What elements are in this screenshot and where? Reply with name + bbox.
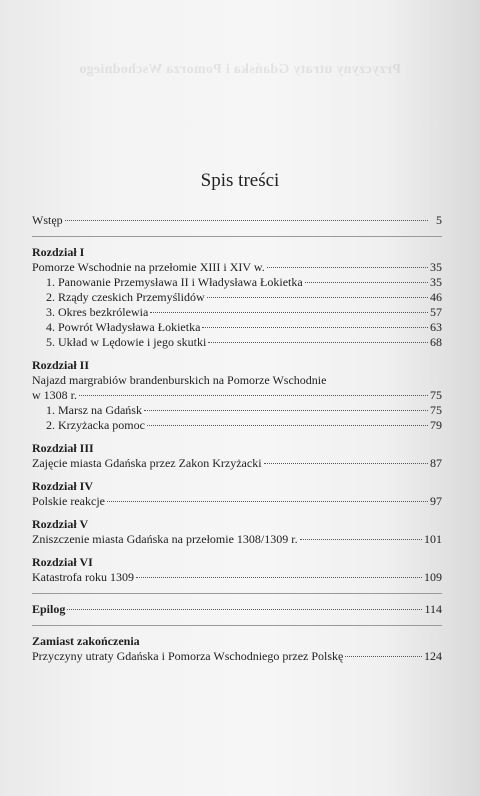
- toc-entry-page: 87: [430, 456, 442, 470]
- dot-leader: [305, 282, 428, 283]
- toc-entry-page: 109: [424, 570, 442, 584]
- dot-leader: [264, 463, 428, 464]
- toc-entry-label[interactable]: Najazd margrabiów brandenburskich na Pomorze Wschodnie: [32, 373, 327, 387]
- chapter-heading: Rozdział III: [32, 441, 94, 455]
- dot-leader: [267, 267, 428, 268]
- toc-entry-page: 75: [430, 388, 442, 402]
- toc-entry-page: 35: [430, 275, 442, 289]
- toc-entry-label: 3. Okres bezkrólewia: [46, 305, 149, 319]
- toc-chapter-4: [32, 479, 442, 509]
- toc-entry-label: 1. Marsz na Gdańsk: [46, 403, 142, 417]
- toc-entry-page: 79: [430, 418, 442, 432]
- toc-entry[interactable]: [32, 456, 442, 471]
- toc-entry-page: 35: [430, 260, 442, 274]
- toc-entry-label: Polskie reakcje: [32, 494, 105, 508]
- toc-chapter-6: [32, 555, 442, 585]
- toc-subentry[interactable]: [32, 275, 442, 290]
- chapter-heading: Rozdział V: [32, 517, 89, 531]
- toc-entry[interactable]: [32, 649, 442, 664]
- toc-subentry[interactable]: [32, 320, 442, 335]
- toc-entry-label: 2. Rządy czeskich Przemyślidów: [46, 290, 205, 304]
- chapter-heading: Rozdział I: [32, 245, 85, 259]
- dot-leader: [67, 609, 422, 610]
- toc-entry[interactable]: [32, 388, 442, 403]
- toc-entry-label: Zajęcie miasta Gdańska przez Zakon Krzyżacki: [32, 456, 262, 470]
- toc-subentry[interactable]: [32, 403, 442, 418]
- toc-entry[interactable]: [32, 532, 442, 547]
- table-of-contents: [32, 213, 442, 672]
- toc-entry-page: 63: [430, 320, 442, 334]
- toc-entry-label: 4. Powrót Władysława Łokietka: [46, 320, 201, 334]
- toc-entry-label: Pomorze Wschodnie na przełomie XIII i XIV w.: [32, 260, 265, 274]
- divider: [32, 593, 442, 594]
- dot-leader: [65, 220, 428, 221]
- dot-leader: [150, 312, 428, 313]
- dot-leader: [207, 297, 428, 298]
- toc-entry[interactable]: [32, 494, 442, 509]
- toc-chapter-5: [32, 517, 442, 547]
- toc-entry-page: 114: [424, 602, 442, 616]
- chapter-heading: Rozdział VI: [32, 555, 93, 569]
- toc-entry-page: 68: [430, 335, 442, 349]
- toc-entry-label: 1. Panowanie Przemysława II i Władysława Łokietka: [46, 275, 303, 289]
- toc-chapter-1: [32, 245, 442, 350]
- toc-entry-page: 97: [430, 494, 442, 508]
- dot-leader: [144, 410, 428, 411]
- toc-entry[interactable]: [32, 570, 442, 585]
- toc-entry-label: 5. Układ w Lędowie i jego skutki: [46, 335, 207, 349]
- chapter-heading: Zamiast zakończenia: [32, 634, 140, 648]
- toc-epilog: [32, 602, 442, 617]
- chapter-heading: Rozdział II: [32, 358, 89, 372]
- toc-entry-label: 2. Krzyżacka pomoc: [46, 418, 145, 432]
- divider: [32, 625, 442, 626]
- dot-leader: [136, 577, 422, 578]
- dot-leader: [147, 425, 428, 426]
- toc-intro: [32, 213, 442, 228]
- toc-entry-page: 124: [424, 649, 442, 663]
- chapter-heading: Rozdział IV: [32, 479, 93, 493]
- toc-entry-page: 5: [436, 213, 442, 227]
- toc-entry-label: Epilog: [32, 602, 66, 616]
- dot-leader: [79, 395, 428, 396]
- toc-entry[interactable]: [32, 602, 442, 617]
- toc-entry-label: Katastrofa roku 1309: [32, 570, 134, 584]
- toc-entry-label: Wstęp: [32, 213, 63, 227]
- dot-leader: [345, 656, 422, 657]
- toc-subentry[interactable]: [32, 305, 442, 320]
- toc-entry-label: Przyczyny utraty Gdańska i Pomorza Wschodniego przez Polskę: [32, 649, 344, 663]
- toc-conclusion: [32, 634, 442, 664]
- dot-leader: [300, 539, 422, 540]
- divider: [32, 236, 442, 237]
- toc-entry-page: 46: [430, 290, 442, 304]
- toc-entry-page: 75: [430, 403, 442, 417]
- toc-entry-page: 57: [430, 305, 442, 319]
- toc-entry-page: 101: [424, 532, 442, 546]
- toc-entry-label: w 1308 r.: [32, 388, 77, 402]
- toc-chapter-3: [32, 441, 442, 471]
- toc-entry[interactable]: [32, 213, 442, 228]
- toc-chapter-2: [32, 358, 442, 433]
- toc-subentry[interactable]: [32, 335, 442, 350]
- page-title: Spis treści: [200, 170, 280, 191]
- dot-leader: [107, 501, 428, 502]
- dot-leader: [202, 327, 428, 328]
- toc-entry-label: Zniszczenie miasta Gdańska na przełomie 1308/1309 r.: [32, 532, 298, 546]
- dot-leader: [208, 342, 428, 343]
- bleed-through-header: Przyczyny utraty Gdańska i Pomorza Wschodniego: [79, 62, 401, 77]
- toc-entry[interactable]: [32, 260, 442, 275]
- toc-subentry[interactable]: [32, 418, 442, 433]
- toc-subentry[interactable]: [32, 290, 442, 305]
